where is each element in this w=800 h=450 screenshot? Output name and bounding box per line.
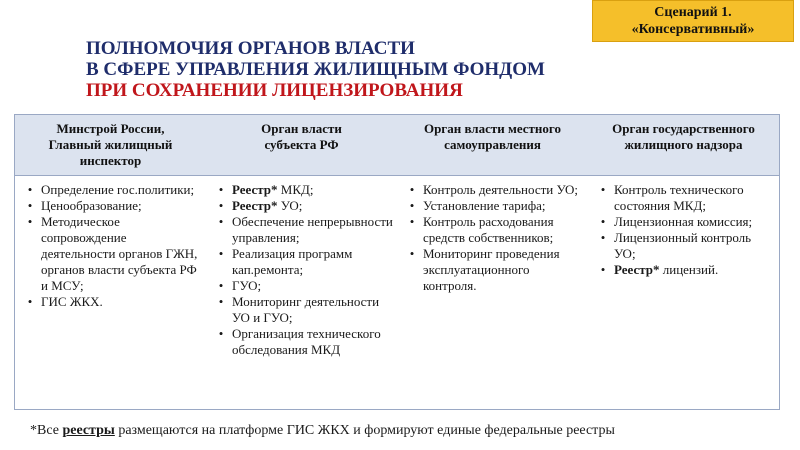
- item-text: Лицензионный контроль УО;: [614, 230, 752, 261]
- list-item: [214, 326, 393, 358]
- bullet-icon: •: [218, 214, 224, 229]
- title-line-3: ПРИ СОХРАНЕНИИ ЛИЦЕНЗИРОВАНИЯ: [86, 80, 463, 101]
- list-item: [23, 198, 202, 214]
- bullet-icon: •: [218, 246, 224, 261]
- item-text: лицензий.: [659, 262, 719, 277]
- list-item: [23, 214, 202, 294]
- item-text: УО;: [277, 198, 303, 213]
- footnote-prefix: *Все: [30, 423, 63, 438]
- footnote: [30, 422, 615, 440]
- footnote-suffix: размещаются на платформе ГИС ЖКХ и формируют единые федеральные реестры: [114, 423, 615, 438]
- list-item: [405, 182, 584, 198]
- list-item: [214, 182, 393, 198]
- footnote-emphasis: реестры: [62, 423, 115, 438]
- list-item: [405, 198, 584, 214]
- bullet-icon: •: [218, 294, 224, 309]
- table-header-row: [15, 115, 779, 176]
- bullet-icon: •: [218, 198, 224, 213]
- list-item: [214, 246, 393, 278]
- item-text: Обеспечение непрерывности управления;: [232, 214, 393, 245]
- list-item: [23, 182, 202, 198]
- bullet-icon: •: [409, 182, 415, 197]
- list-item: [214, 198, 393, 214]
- item-bold-text: Реестр*: [232, 198, 278, 213]
- bullet-icon: •: [409, 246, 415, 261]
- duty-list: [15, 182, 206, 310]
- duty-list: [588, 182, 779, 278]
- bullet-icon: •: [218, 278, 224, 293]
- column-header-supervision: Орган государственного жилищного надзора: [612, 121, 755, 152]
- column-header-ministry: Минстрой России, Главный жилищный инспектор: [48, 121, 173, 168]
- item-text: Контроль расходования средств собственников;: [423, 214, 554, 245]
- bullet-icon: •: [27, 214, 33, 229]
- item-text: Установление тарифа;: [423, 198, 546, 213]
- list-item: [405, 214, 584, 246]
- bullet-icon: •: [27, 294, 33, 309]
- column-header-region: Орган власти субъекта РФ: [261, 121, 342, 152]
- page-title: [86, 38, 545, 101]
- bullet-icon: •: [409, 198, 415, 213]
- bullet-icon: •: [600, 182, 606, 197]
- item-text: МКД;: [277, 182, 314, 197]
- bullet-icon: •: [600, 214, 606, 229]
- item-text: Ценообразование;: [41, 198, 142, 213]
- bullet-icon: •: [218, 326, 224, 341]
- scenario-number: Сценарий 1.: [654, 5, 732, 20]
- scenario-name: «Консервативный»: [631, 22, 755, 37]
- bullet-icon: •: [600, 230, 606, 245]
- list-item: [596, 182, 775, 214]
- list-item: [405, 246, 584, 294]
- list-item: [214, 278, 393, 294]
- item-text: Методическое сопровождение деятельности органов ГЖН, органов власти субъекта РФ и МСУ;: [41, 214, 198, 293]
- item-bold-text: Реестр*: [232, 182, 278, 197]
- item-text: Лицензионная комиссия;: [614, 214, 753, 229]
- bullet-icon: •: [409, 214, 415, 229]
- bullet-icon: •: [27, 182, 33, 197]
- column-cell-region: [206, 176, 397, 410]
- list-item: [596, 262, 775, 278]
- duty-list: [206, 182, 397, 358]
- item-text: Определение гос.политики;: [41, 182, 195, 197]
- item-text: ГИС ЖКХ.: [41, 294, 103, 309]
- title-line-2: В СФЕРЕ УПРАВЛЕНИЯ ЖИЛИЩНЫМ ФОНДОМ: [86, 59, 545, 80]
- item-text: Организация технического обследования МКД: [232, 326, 381, 357]
- list-item: [596, 214, 775, 230]
- column-cell-supervision: [588, 176, 779, 410]
- item-text: Мониторинг деятельности УО и ГУО;: [232, 294, 380, 325]
- table-body-row: [15, 176, 779, 410]
- authority-table: [14, 114, 780, 410]
- item-text: Реализация программ кап.ремонта;: [232, 246, 353, 277]
- title-line-1: ПОЛНОМОЧИЯ ОРГАНОВ ВЛАСТИ: [86, 38, 415, 59]
- item-text: Мониторинг проведения эксплуатационного контроля.: [423, 246, 560, 293]
- bullet-icon: •: [218, 182, 224, 197]
- list-item: [214, 294, 393, 326]
- column-header-municipal: Орган власти местного самоуправления: [423, 121, 562, 152]
- scenario-badge: [592, 0, 794, 42]
- list-item: [23, 294, 202, 310]
- item-text: Контроль технического состояния МКД;: [614, 182, 744, 213]
- column-cell-municipal: [397, 176, 588, 410]
- item-bold-text: Реестр*: [614, 262, 660, 277]
- list-item: [214, 214, 393, 246]
- list-item: [596, 230, 775, 262]
- column-cell-ministry: [15, 176, 206, 410]
- item-text: ГУО;: [232, 278, 262, 293]
- duty-list: [397, 182, 588, 294]
- bullet-icon: •: [600, 262, 606, 277]
- bullet-icon: •: [27, 198, 33, 213]
- item-text: Контроль деятельности УО;: [423, 182, 579, 197]
